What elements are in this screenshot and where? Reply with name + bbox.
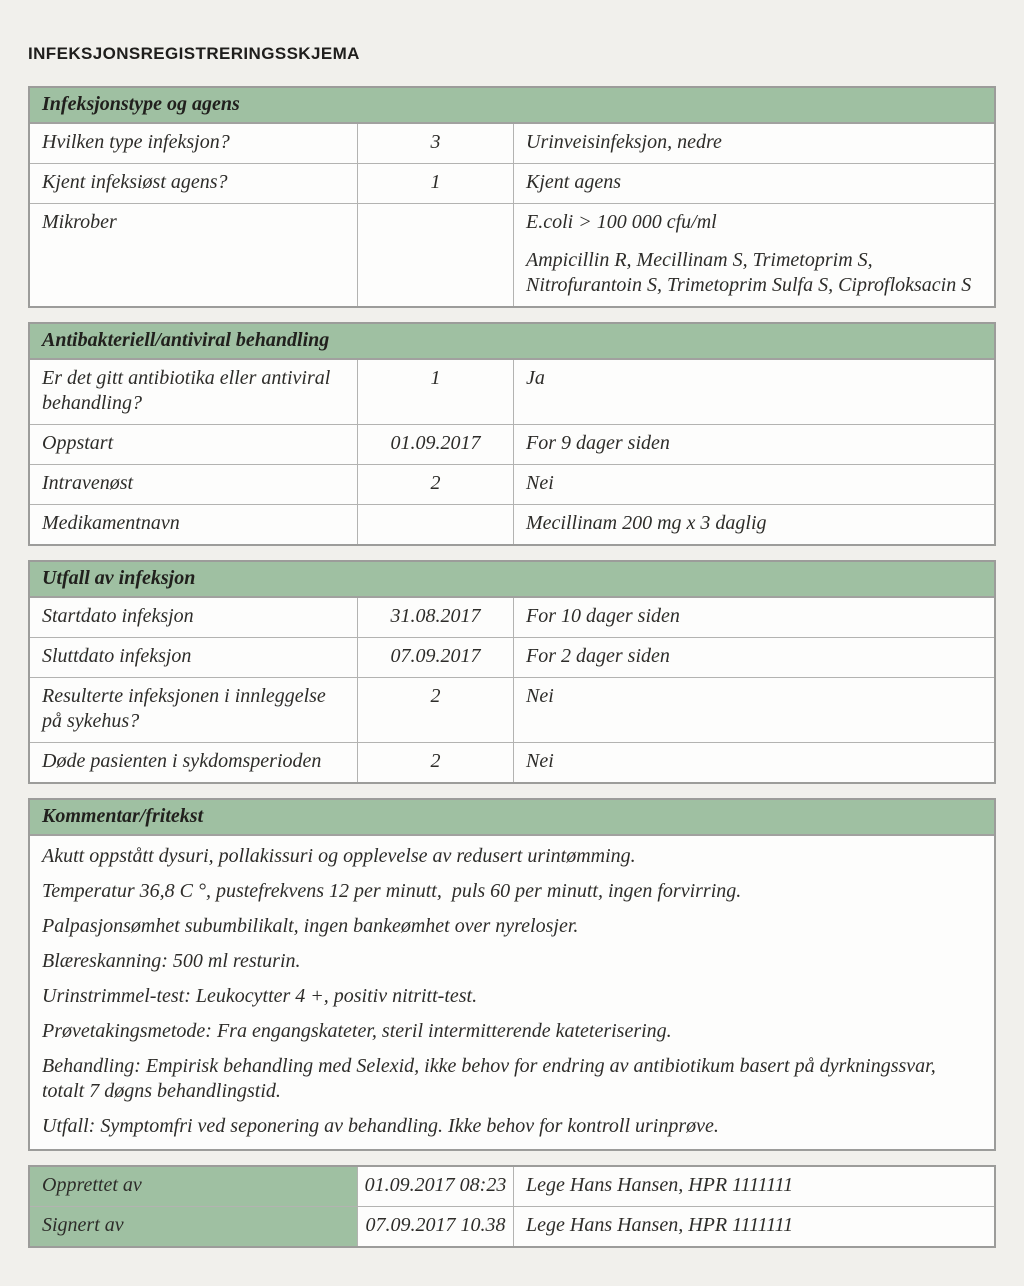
row-value: For 2 dager siden (526, 645, 670, 667)
resistance-profile: Ampicillin R, Mecillinam S, Trimetoprim S, Nitrofurantoin S, Trimetoprim Sulfa S, Ciprofloksacin S (526, 249, 972, 296)
signature-table (28, 1165, 996, 1248)
section-header: Infeksjonstype og agens (30, 88, 994, 124)
signature-label: Signert av (30, 1207, 357, 1246)
row-value: For 9 dager siden (526, 432, 670, 454)
row-code (357, 204, 514, 306)
row-code: 2 (357, 743, 514, 782)
signature-row-opprettet (30, 1167, 994, 1206)
row-code (357, 505, 514, 544)
row-value: For 10 dager siden (526, 605, 680, 627)
section-antibakteriell-behandling (28, 322, 996, 546)
table-row (30, 742, 994, 782)
table-row (30, 637, 994, 677)
row-code: 1 (357, 164, 514, 203)
table-row (30, 598, 994, 637)
table-row (30, 424, 994, 464)
section-kommentar-fritekst (28, 798, 996, 1151)
signature-datetime: 07.09.2017 10.38 (357, 1207, 514, 1246)
comment-paragraph: Akutt oppstått dysuri, pollakissuri og opplevelse av redusert urintømming. (42, 845, 636, 867)
row-code: 07.09.2017 (357, 638, 514, 677)
page-title: INFEKSJONSREGISTRERINGSSKJEMA (28, 44, 360, 63)
row-label: Er det gitt antibiotika eller antiviral behandling? (42, 367, 331, 414)
row-label: Oppstart (42, 432, 114, 454)
row-code: 2 (357, 465, 514, 504)
comment-paragraph: Utfall: Symptomfri ved seponering av behandling. Ikke behov for kontroll urinprøve. (42, 1115, 719, 1137)
section-infeksjonstype-og-agens (28, 86, 996, 308)
signature-person: Lege Hans Hansen, HPR 1111111 (526, 1214, 794, 1236)
comment-paragraph: Prøvetakingsmetode: Fra engangskateter, steril intermitterende kateterisering. (42, 1020, 672, 1042)
table-row (30, 203, 994, 306)
row-label: Resulterte infeksjonen i innleggelse på sykehus? (42, 685, 326, 732)
table-row (30, 504, 994, 544)
table-row (30, 677, 994, 742)
table-row (30, 464, 994, 504)
comment-paragraph: Palpasjonsømhet subumbilikalt, ingen bankeømhet over nyrelosjer. (42, 915, 579, 937)
signature-row-signert (30, 1206, 994, 1246)
row-label: Døde pasienten i sykdomsperioden (42, 750, 322, 772)
section-header: Antibakteriell/antiviral behandling (30, 324, 994, 360)
row-code: 2 (357, 678, 514, 742)
comment-body (30, 836, 994, 1149)
section-utfall-av-infeksjon (28, 560, 996, 784)
signature-person: Lege Hans Hansen, HPR 1111111 (526, 1174, 794, 1196)
row-label: Medikamentnavn (42, 512, 180, 534)
row-label: Sluttdato infeksjon (42, 645, 192, 667)
signature-datetime: 01.09.2017 08:23 (357, 1167, 514, 1206)
row-value: Ja (526, 367, 545, 389)
table-row (30, 124, 994, 163)
comment-paragraph: Temperatur 36,8 C °, pustefrekvens 12 per minutt, puls 60 per minutt, ingen forvirring. (42, 880, 742, 902)
comment-paragraph: Blæreskanning: 500 ml resturin. (42, 950, 301, 972)
row-value: Nei (526, 472, 554, 494)
signature-label: Opprettet av (30, 1167, 357, 1206)
row-label: Kjent infeksiøst agens? (42, 171, 228, 193)
row-code: 01.09.2017 (357, 425, 514, 464)
section-header: Utfall av infeksjon (30, 562, 994, 598)
row-value (514, 204, 994, 306)
comment-paragraph: Behandling: Empirisk behandling med Selexid, ikke behov for endring av antibiotikum basert på dyrkningssvar, totalt 7 døgns behandlingstid. (42, 1055, 941, 1102)
row-value: Nei (526, 685, 554, 707)
row-label: Mikrober (42, 211, 117, 233)
section-header: Kommentar/fritekst (30, 800, 994, 836)
row-code: 3 (357, 124, 514, 163)
row-code: 31.08.2017 (357, 598, 514, 637)
table-row (30, 360, 994, 424)
row-code: 1 (357, 360, 514, 424)
microbe-result: E.coli > 100 000 cfu/ml (526, 211, 717, 233)
comment-paragraph: Urinstrimmel-test: Leukocytter 4 +, positiv nitritt-test. (42, 985, 478, 1007)
row-label: Hvilken type infeksjon? (42, 131, 230, 153)
row-value: Nei (526, 750, 554, 772)
row-label: Intravenøst (42, 472, 134, 494)
row-value: Kjent agens (526, 171, 621, 193)
row-label: Startdato infeksjon (42, 605, 194, 627)
row-value: Mecillinam 200 mg x 3 daglig (526, 512, 767, 534)
table-row (30, 163, 994, 203)
row-value: Urinveisinfeksjon, nedre (526, 131, 722, 153)
